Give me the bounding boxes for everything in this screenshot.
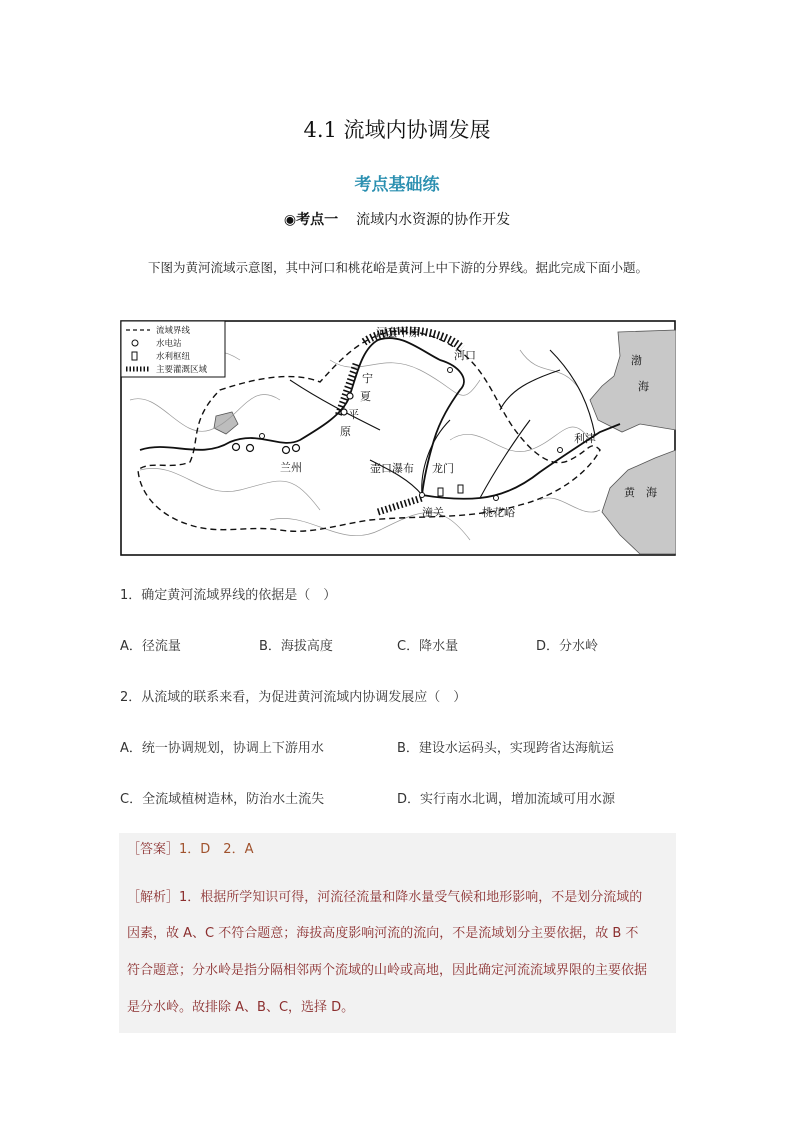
analysis-line-2: 因素，故 A、C 不符合题意；海拔高度影响河流的流向，不是流域划分主要依据，故 B 不 <box>127 926 639 941</box>
label-ningxia-3: 平 <box>348 408 359 421</box>
answer-tag: ［答案］ <box>127 842 180 857</box>
page-title: 4.1 流域内协调发展 <box>303 118 491 142</box>
q2-option-b[interactable]: B．建设水运码头，实现跨省达海航运 <box>397 741 614 756</box>
analysis-text-1: 1．根据所学知识可得，河流径流量和降水量受气候和地形影响，不是划分流域的 <box>179 890 643 905</box>
label-lanzhou: 兰州 <box>280 461 302 474</box>
topic-text: 流域内水资源的协作开发 <box>356 212 511 228</box>
legend-hydropower: 水电站 <box>156 339 182 349</box>
label-taohuayu: 桃花峪 <box>482 506 515 519</box>
q1-option-a[interactable]: A．径流量 <box>120 639 181 654</box>
label-longmen: 龙门 <box>432 462 454 475</box>
answer-line <box>127 838 253 857</box>
topic-heading <box>0 209 794 229</box>
analysis-line-3: 符合题意；分水岭是指分隔相邻两个流域的山岭或高地，因此确定河流流域界限的主要依据 <box>127 963 648 978</box>
q2-option-c[interactable]: C．全流域植树造林，防治水土流失 <box>120 792 325 807</box>
label-hekou: 河口 <box>454 349 476 362</box>
analysis-line-1 <box>127 880 672 915</box>
answer-text: 1．D 2．A <box>179 842 254 857</box>
q1-option-b[interactable]: B．海拔高度 <box>259 639 333 654</box>
q1-option-c[interactable]: C．降水量 <box>397 639 459 654</box>
section-title: 考点基础练 <box>354 175 440 195</box>
intro-paragraph: 下图为黄河流域示意图，其中河口和桃花峪是黄河上中下游的分界线。据此完成下面小题。 <box>148 260 649 275</box>
label-huanghai: 黄 海 <box>624 486 657 499</box>
label-ningxia-4: 原 <box>340 425 351 438</box>
map-legend <box>121 321 225 377</box>
label-tongguan: 潼关 <box>422 506 444 519</box>
label-ningxia-1: 宁 <box>362 372 373 385</box>
q1-option-d[interactable]: D．分水岭 <box>536 639 599 654</box>
question-2-stem: 2．从流域的联系来看，为促进黄河流域内协调发展应（ ） <box>120 690 467 705</box>
analysis-tag: ［解析］ <box>127 890 180 905</box>
q2-option-a[interactable]: A．统一协调规划，协调上下游用水 <box>120 741 324 756</box>
legend-boundary: 流域界线 <box>156 326 191 336</box>
label-hukou: 壶口瀑布 <box>370 462 414 475</box>
legend-irrigation: 主要灌溉区域 <box>156 365 208 375</box>
label-bohai-2: 海 <box>638 380 649 393</box>
question-1-stem: 1．确定黄河流域界线的依据是（ ） <box>120 588 337 603</box>
label-lijin: 利津 <box>574 432 596 445</box>
label-ningxia-2: 夏 <box>360 390 371 403</box>
analysis-line-4: 是分水岭。故排除 A、B、C，选择 D。 <box>127 1000 355 1015</box>
topic-label: ◉考点一 <box>283 212 339 228</box>
q2-option-d[interactable]: D．实行南水北调，增加流域可用水源 <box>397 792 616 807</box>
legend-hub: 水利枢纽 <box>156 352 191 362</box>
label-bohai-1: 渤 <box>631 354 642 367</box>
label-hetao: 河套平原 <box>376 326 420 339</box>
yellow-river-basin-map <box>120 320 676 556</box>
